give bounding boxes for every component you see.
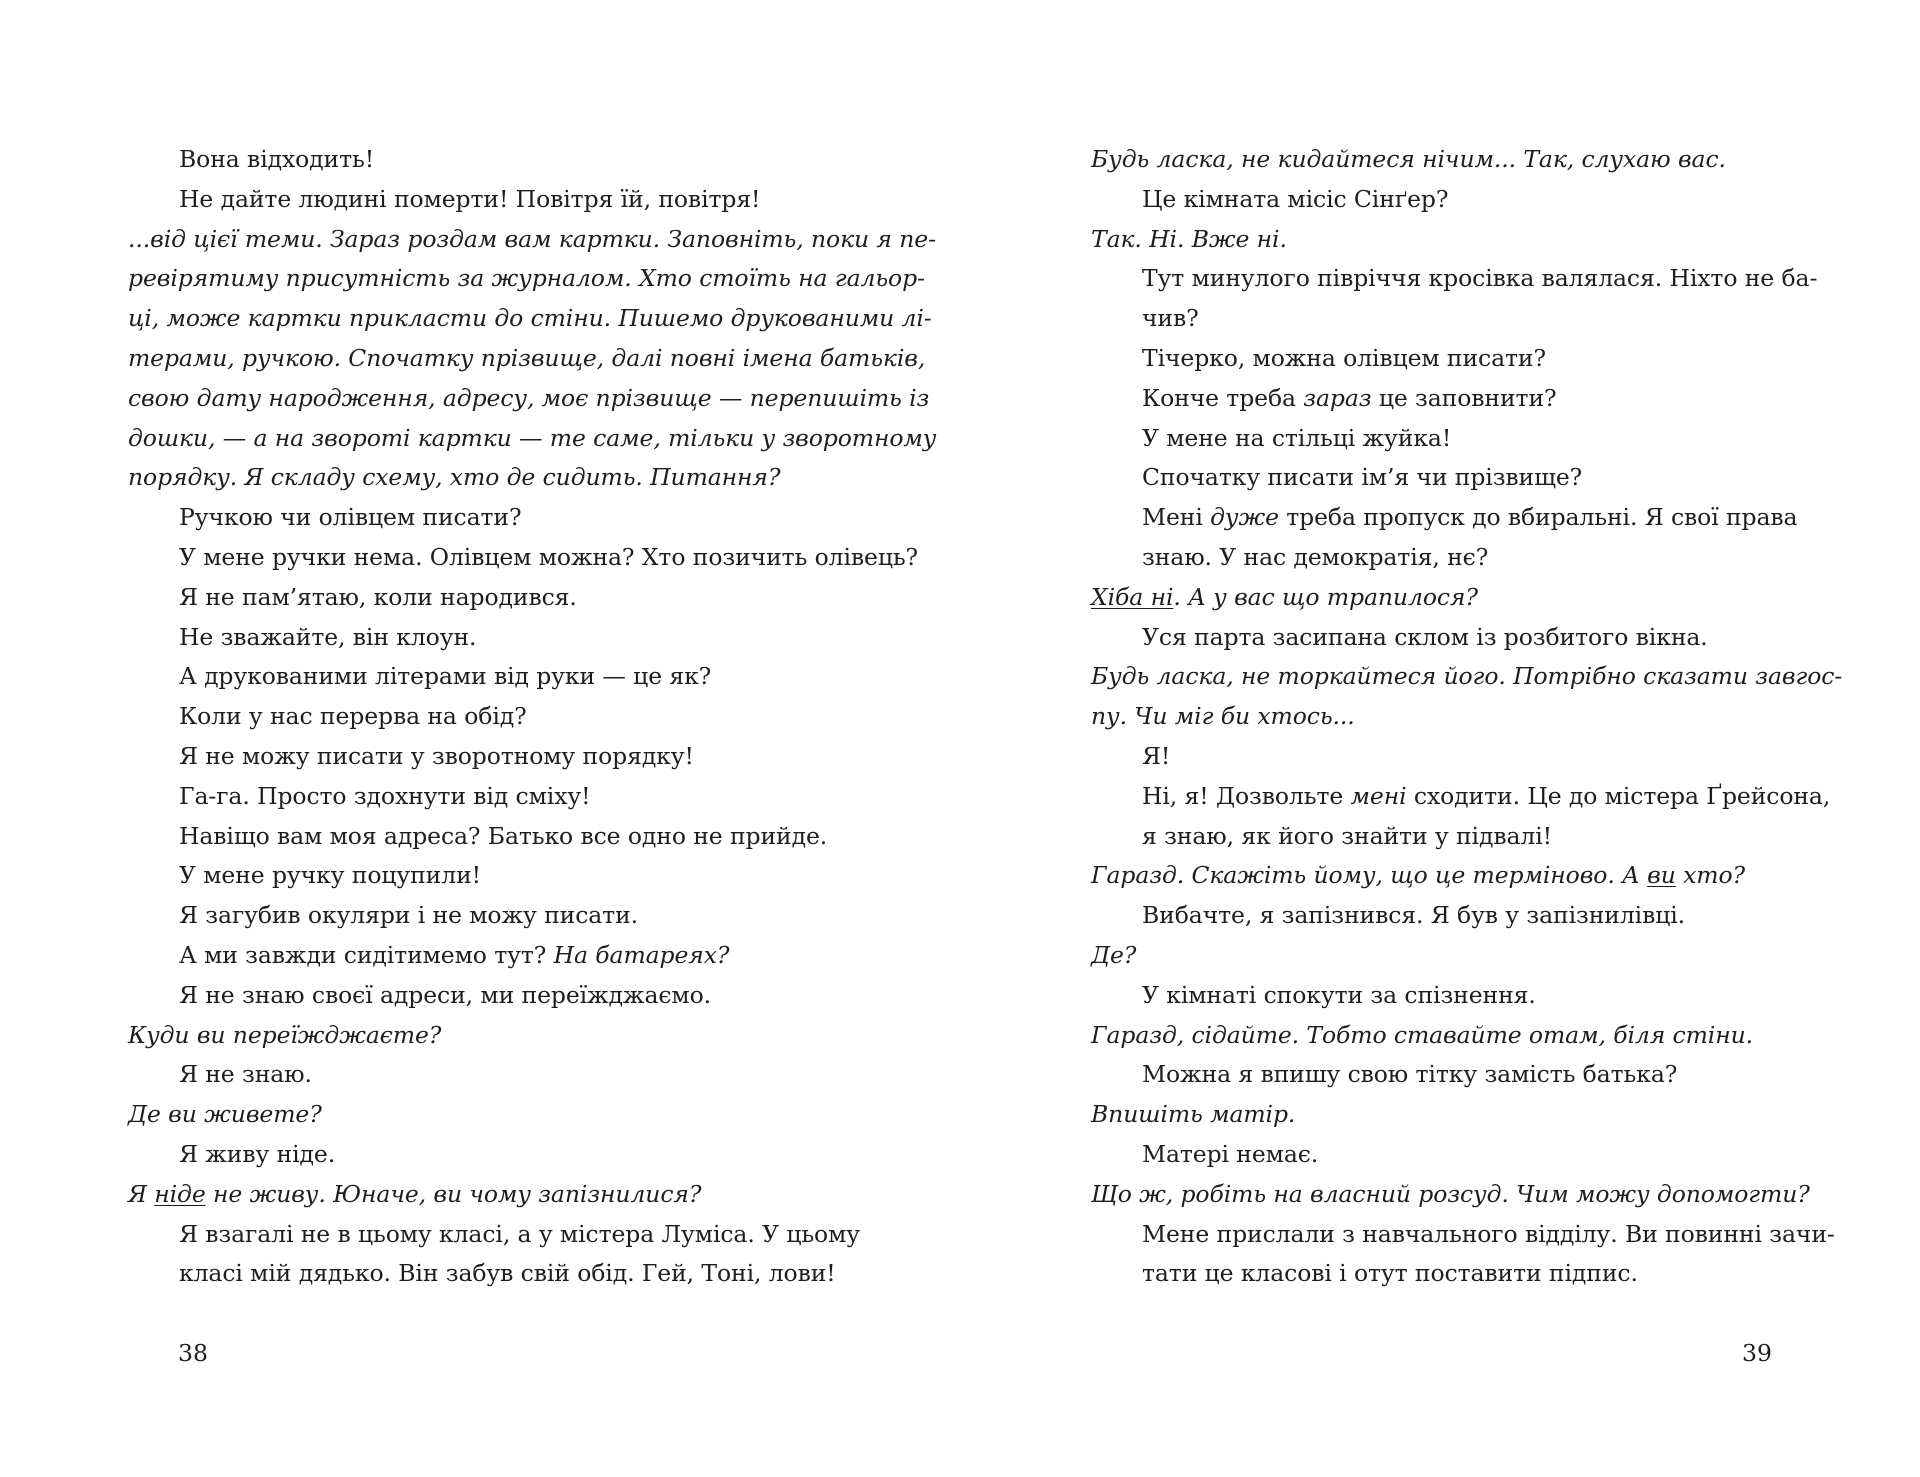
- text-line: [179, 935, 729, 975]
- page-number-right: 39: [1742, 1339, 1772, 1367]
- text-line: [128, 219, 936, 259]
- text-line: [1091, 656, 1842, 696]
- text-line: [1091, 1094, 1295, 1134]
- text-line: [1142, 298, 1199, 338]
- text-line: [179, 855, 481, 895]
- text-segment: У мене ручки нема. Олівцем можна? Хто позичить олівець?: [179, 543, 919, 571]
- text-line: [128, 378, 929, 418]
- text-segment: Будь ласка, не кидайтеся нічим... Так, слухаю вас.: [1091, 145, 1726, 173]
- text-segment: чив?: [1142, 304, 1199, 333]
- text-line: [1142, 537, 1488, 577]
- text-segment: Я не пам’ятаю, коли народився.: [179, 582, 577, 611]
- text-segment: ви: [1647, 861, 1676, 890]
- text-segment: Гаразд, сідайте. Тобто ставайте отам, біля стіни.: [1091, 1020, 1753, 1049]
- page-number-left: 38: [178, 1339, 208, 1367]
- text-line: [1142, 1134, 1318, 1174]
- text-segment: ніде: [154, 1179, 206, 1208]
- text-segment: Га-га. Просто здохнути від сміху!: [179, 781, 591, 810]
- text-line: [1091, 935, 1136, 975]
- text-segment: Матері немає.: [1142, 1140, 1319, 1168]
- text-segment: ці, може картки прикласти до стіни. Пишемо друкованими лі-: [128, 304, 932, 333]
- text-segment: Мені: [1142, 503, 1211, 532]
- text-segment: А друкованими літерами від руки — це як?: [179, 662, 712, 691]
- text-segment: ревірятиму присутність за журналом. Хто стоїть на гальор-: [128, 264, 925, 293]
- text-segment: дошки, — а на звороті картки — те саме, тільки у зворотному: [128, 423, 937, 452]
- text-segment: мені: [1350, 781, 1407, 810]
- text-line: [1091, 696, 1355, 736]
- text-segment: ...від цієї теми. Зараз роздам вам картки. Заповніть, поки я пе-: [128, 224, 936, 253]
- text-line: [1142, 975, 1536, 1015]
- text-line: [179, 736, 694, 776]
- text-segment: У мене на стільці жуйка!: [1142, 423, 1452, 452]
- text-segment: Я живу ніде.: [179, 1140, 336, 1168]
- text-line: [179, 617, 476, 657]
- text-segment: порядку. Я складу схему, хто де сидить. Питання?: [128, 463, 781, 492]
- text-line: [1091, 1174, 1810, 1214]
- text-line: [179, 776, 590, 816]
- text-segment: А ми завжди сидітимемо тут?: [179, 941, 554, 969]
- text-line: [1142, 497, 1797, 537]
- text-line: [1142, 378, 1557, 418]
- text-line: [179, 1054, 312, 1094]
- text-segment: я знаю, як його знайти у підвалі!: [1142, 821, 1552, 850]
- text-segment: свою дату народження, адресу, моє прізвище — перепишіть із: [128, 383, 930, 412]
- text-segment: класі мій дядько. Він забув свій обід. Гей, Тоні, лови!: [179, 1259, 836, 1288]
- text-line: [179, 975, 711, 1015]
- text-line: [179, 497, 521, 537]
- text-segment: Впишіть матір.: [1091, 1100, 1296, 1129]
- text-line: [1142, 179, 1448, 219]
- text-segment: Де?: [1091, 941, 1137, 969]
- text-segment: Тут минулого півріччя кросівка валялася. Ніхто не ба-: [1142, 264, 1818, 293]
- text-segment: . А у вас що трапилося?: [1173, 582, 1478, 611]
- text-line: [1142, 736, 1170, 776]
- text-line: [179, 816, 827, 856]
- text-line: [1142, 1214, 1835, 1254]
- text-segment: Я не знаю.: [179, 1060, 312, 1089]
- text-line: [1091, 139, 1726, 179]
- text-segment: Ні, я! Дозвольте: [1142, 781, 1351, 810]
- text-line: [128, 418, 936, 458]
- text-segment: Коли у нас перерва на обід?: [179, 702, 527, 731]
- text-line: [1091, 1015, 1753, 1055]
- text-segment: Навіщо вам моя адреса? Батько все одно не прийде.: [179, 821, 828, 850]
- text-segment: Спочатку писати ім’я чи прізвище?: [1142, 463, 1583, 492]
- text-segment: знаю. У нас демократія, нє?: [1142, 543, 1489, 571]
- text-segment: Ручкою чи олівцем писати?: [179, 503, 522, 532]
- text-segment: Я взагалі не в цьому класі, а у містера Луміса. У цьому: [179, 1219, 860, 1248]
- text-segment: це заповнити?: [1371, 383, 1557, 412]
- text-line: [179, 696, 527, 736]
- text-line: [179, 895, 638, 935]
- text-segment: сходити. Це до містера Ґрейсона,: [1406, 781, 1831, 810]
- text-segment: Тічерко, можна олівцем писати?: [1142, 344, 1546, 372]
- text-segment: пу. Чи міг би хтось...: [1091, 702, 1355, 731]
- text-line: [1142, 418, 1451, 458]
- text-line: [1142, 776, 1830, 816]
- text-segment: Уся парта засипана склом із розбитого вікна.: [1142, 622, 1708, 651]
- text-segment: Гаразд. Скажіть йому, що це терміново. А: [1091, 861, 1648, 890]
- text-line: [1142, 457, 1582, 497]
- text-line: [179, 1134, 335, 1174]
- text-segment: Я не знаю своєї адреси, ми переїжджаємо.: [179, 980, 712, 1009]
- text-segment: не живу. Юначе, ви чому запізнилися?: [205, 1179, 702, 1208]
- text-segment: Вибачте, я запізнився. Я був у запізнилівці.: [1142, 901, 1686, 930]
- text-segment: Хіба ні: [1091, 582, 1174, 611]
- text-segment: зараз: [1303, 383, 1372, 412]
- text-segment: хто?: [1675, 861, 1746, 890]
- text-line: [1091, 219, 1287, 259]
- text-segment: Так. Ні. Вже ні.: [1091, 224, 1287, 253]
- text-line: [128, 1015, 441, 1055]
- text-segment: терами, ручкою. Спочатку прізвище, далі повні імена батьків,: [128, 344, 926, 372]
- text-segment: Я не можу писати у зворотному порядку!: [179, 742, 694, 770]
- text-line: [128, 457, 780, 497]
- text-segment: треба пропуск до вбиральні. Я свої права: [1278, 503, 1798, 532]
- text-line: [179, 179, 760, 219]
- text-segment: Можна я впишу свою тітку замість батька?: [1142, 1060, 1678, 1089]
- text-segment: дуже: [1210, 503, 1279, 532]
- text-segment: Вона відходить!: [179, 145, 375, 173]
- text-segment: Я загубив окуляри і не можу писати.: [179, 901, 639, 930]
- text-segment: Конче треба: [1142, 383, 1304, 412]
- text-segment: Куди ви переїжджаєте?: [128, 1020, 442, 1049]
- text-line: [179, 1214, 860, 1254]
- text-line: [128, 1094, 322, 1134]
- text-segment: На батареях?: [553, 941, 730, 969]
- text-segment: У кімнаті спокути за спізнення.: [1142, 980, 1536, 1009]
- text-line: [1142, 258, 1817, 298]
- text-line: [128, 258, 925, 298]
- text-line: [128, 298, 932, 338]
- text-line: [1142, 1253, 1638, 1293]
- text-line: [128, 1174, 701, 1214]
- text-line: [179, 139, 374, 179]
- text-segment: Я: [128, 1179, 155, 1208]
- text-line: [1142, 617, 1708, 657]
- text-line: [128, 338, 925, 378]
- text-segment: Будь ласка, не торкайтеся його. Потрібно сказати завгос-: [1091, 662, 1843, 691]
- text-line: [1091, 855, 1745, 895]
- text-line: [1142, 816, 1552, 856]
- text-segment: Не зважайте, він клоун.: [179, 622, 477, 651]
- text-line: [179, 577, 577, 617]
- text-line: [1142, 895, 1685, 935]
- text-segment: Я!: [1142, 742, 1171, 770]
- text-segment: тати це класові і отут поставити підпис.: [1142, 1259, 1638, 1288]
- text-segment: Це кімната місіс Сінґер?: [1142, 184, 1449, 213]
- text-segment: Не дайте людині померти! Повітря їй, повітря!: [179, 184, 761, 213]
- text-line: [1142, 338, 1546, 378]
- text-segment: У мене ручку поцупили!: [179, 861, 481, 890]
- text-line: [1142, 1054, 1677, 1094]
- text-segment: Мене прислали з навчального відділу. Ви повинні зачи-: [1142, 1219, 1835, 1248]
- text-line: [179, 537, 918, 577]
- text-segment: Де ви живете?: [128, 1100, 322, 1129]
- text-segment: Що ж, робіть на власний розсуд. Чим можу допомогти?: [1091, 1179, 1810, 1208]
- text-line: [179, 1253, 836, 1293]
- text-line: [179, 656, 711, 696]
- text-line: [1091, 577, 1478, 617]
